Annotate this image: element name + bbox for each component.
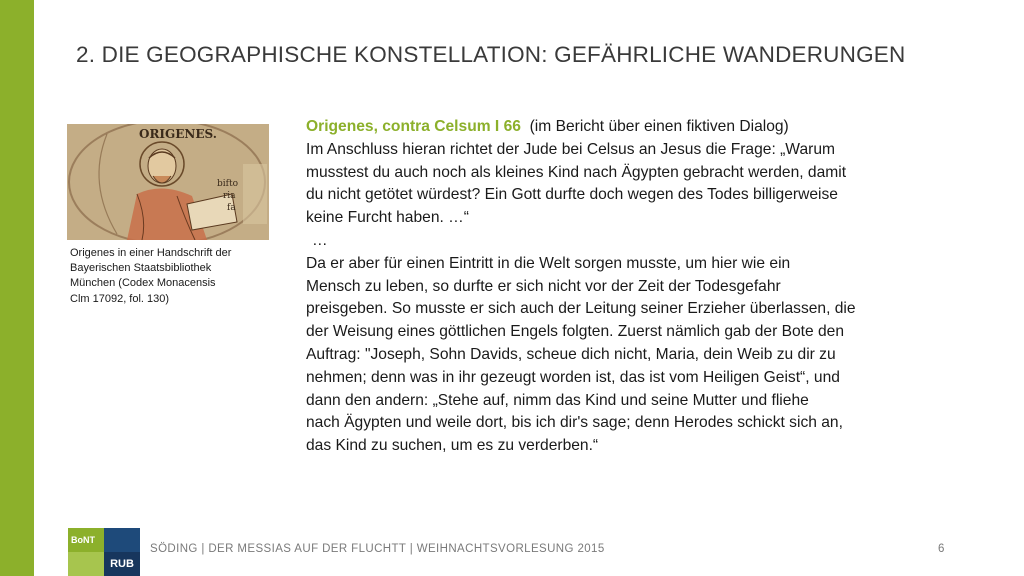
source-reference: Origenes, contra Celsum I 66 [306, 118, 521, 135]
svg-text:bifto: bifto [217, 179, 239, 189]
manuscript-image [67, 124, 269, 240]
body-line: nach Ägypten und weile dort, bis ich dir's sage; denn Herodes schickt sich an, [306, 414, 843, 432]
logo-rub-tile: RUB [104, 552, 140, 576]
body-line: preisgeben. So musste er sich auch der Leitung seiner Erzieher überlassen, die [306, 300, 856, 318]
slide-footer: SÖDING | DER MESSIAS AUF DER FLUCHTT | WEIHNACHTSVORLESUNG 2015 [150, 543, 605, 555]
logo-blue-tile [104, 528, 140, 552]
quotation-body [306, 116, 946, 458]
svg-text:ORIGENES.: ORIGENES. [139, 127, 217, 141]
page-number: 6 [938, 543, 945, 555]
logo-green-tile [68, 552, 104, 576]
bont-rub-logo [68, 528, 140, 576]
manuscript-portrait-icon [67, 124, 269, 240]
body-line: Da er aber für einen Eintritt in die Welt sorgen musste, um hier wie ein [306, 254, 791, 272]
body-line: musstest du auch noch als kleines Kind nach Ägypten gebracht werden, damit [306, 163, 847, 181]
slide-title: 2. DIE GEOGRAPHISCHE KONSTELLATION: GEFÄHRLICHE WANDERUNGEN [76, 42, 906, 67]
body-line: Im Anschluss hieran richtet der Jude bei Celsus an Jesus die Frage: „Warum [306, 140, 835, 158]
caption-line: Clm 17092, fol. 130) [70, 292, 170, 305]
body-line: keine Furcht haben. …“ [306, 209, 469, 227]
logo-bont-tile: BoNT [68, 528, 104, 552]
body-line: Auftrag: "Joseph, Sohn Davids, scheue dich nicht, Maria, dein Weib zu dir zu [306, 345, 836, 363]
svg-text:fa: fa [227, 203, 236, 213]
body-line: der Weisung eines göttlichen Engels folgten. Zuerst nämlich gab der Bote den [306, 323, 845, 341]
caption-line: München (Codex Monacensis [70, 277, 216, 290]
caption-line: Bayerischen Staatsbibliothek [70, 262, 212, 275]
body-line: das Kind zu suchen, um es zu verderben.“ [306, 437, 599, 455]
body-line: nehmen; denn was in ihr gezeugt worden ist, das ist vom Heiligen Geist“, und [306, 368, 840, 386]
svg-text:ria: ria [223, 191, 236, 201]
source-note: (im Bericht über einen fiktiven Dialog) [529, 118, 789, 135]
source-heading [306, 116, 946, 139]
accent-sidebar [0, 0, 34, 576]
body-line: du nicht getötet würdest? Ein Gott durfte doch wegen des Todes billigerweise [306, 186, 838, 204]
caption-line: Origenes in einer Handschrift der [70, 247, 232, 259]
body-line: dann den andern: „Stehe auf, nimm das Kind und seine Mutter und fliehe [306, 391, 809, 409]
body-line: Mensch zu leben, so durfte er sich nicht vor der Zeit der Todesgefahr [306, 277, 781, 295]
image-caption [70, 246, 270, 307]
ellipsis-line: … [312, 231, 328, 249]
